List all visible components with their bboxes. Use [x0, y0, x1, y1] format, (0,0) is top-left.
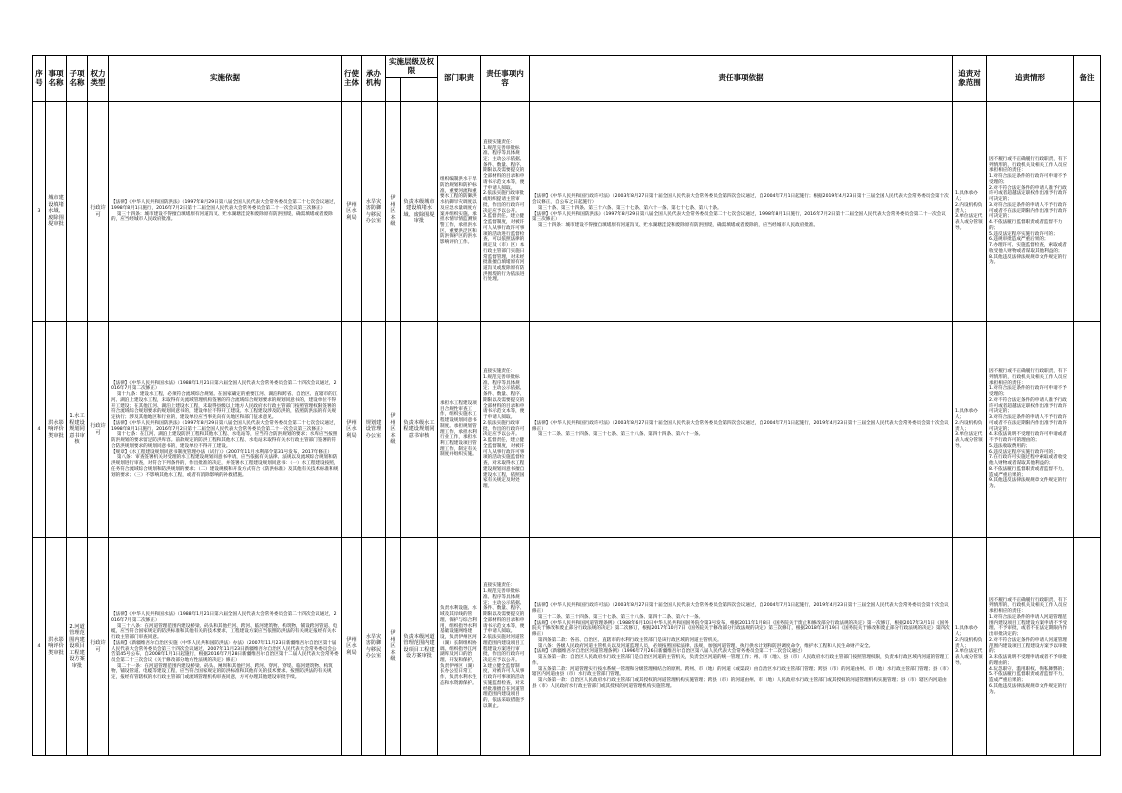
header-level-blank-b: [401, 78, 438, 102]
header-dept-duty: 部门职责: [438, 56, 481, 102]
cell-basis: 【法律】《中华人民共和国水法》（1988年1月21日第六届全国人民代表大会常务委员会第二十四次会议通过，2016年7月第二次修正） 第十九条：建设水工程，必须符合流域综合规划。在国家确定的重要江河、湖泊和跨省、自治区、直辖市的江河、湖泊上建设水工程，未取得有关流域管理机构签署的符合流域综合规划要求的规划同意书的，建设单位不得开工建设；在其他江河、湖泊上建设水工程，未取得县级以上地方人民政府水行政主管部门按照管理权限签署的符合流域综合规划要求的规划同意书的，建设单位不得开工建设。水工程建设涉及防洪的，依照防洪法的有关规定执行；涉及其他地区和行业的，建设单位应当事先向有关地区和部门征求意见。 【法律】《中华人民共和国防洪法》（1997年8月29日第八届全国人民代表大会常务委员会第二十七次会议通过，1998年8月1日施行，2016年7月2日第十二届全国人民代表大会常务委员会第二十一次会议第三次修正） 第十七条：在江河、湖泊上建设防洪工程和其他水工程、水电站等，应当符合防洪规划的要求；水库应当按照防洪规划的要求留足防洪库容。前款规定的防洪工程和其他水工程、水电站未取得有关水行政主管部门签署的符合防洪规划要求的规划同意书的，建设单位不得开工建设。 【规章】《水工程建设规划同意书制度管理办法（试行）》（2007年11月水利部令第31号发布，2017年修正） 第八条：审查签署机关对受理的水工程建设规划同意书申请，应当依据有关法律、法规以及流域综合规划和防洪规划进行审查，对符合下列条件的，作出批准的决定，并签署水工程建设规划同意书：（一）水工程建设按照，任务符合流域综合规划和防洪规划的要求；（二）建设规模和开发方式符合《防洪标准》及其他有关技术标准和规划的要求；（三）不影响其他水工程，或者有消除影响的补救措施。: [109, 322, 342, 538]
header-subject: 行使主体: [342, 56, 362, 102]
header-remark: 备注: [1074, 56, 1101, 102]
header-basis: 实施依据: [109, 56, 342, 102]
table-row: [33, 102, 1101, 322]
cell-power-type: 行政许可: [88, 322, 109, 538]
cell-subject: 伊州区水利局: [342, 102, 362, 322]
cell-resp-basis: 【法律】《中华人民共和国行政许可法》（2003年8月27日第十届全国人民代表大会常务委员会第四次会议通过，自2004年7月1日起施行，2019年4月23日第十三届全国人民代表大会常务委员会第十次会议修正） 第三十二条、第三十四条、第三十七条、第三十八条、第四十二条、第六十一条。 【法规】《中华人民共和国河道管理条例》（1988年6月10日中华人民共和国国务院令第3号发布，根据2011年1月8日《国务院关于废止和修改部分行政法规的决定》第一次修订，根据2017年3月1日《国务院关于修改和废止部分行政法规的决定》第二次修订，根据2017年10月7日《国务院关于修改部分行政法规的决定》第三次修订，根据2018年3月19日《国务院关于修改和废止部分行政法规的决定》第四次修正） 第四条第二款：各省、自治区、直辖市的水利行政主管部门是该行政区域的河道主管机关。 第八条：各级人民政府河道主管机关以及河道监理人员，必须按照国家法律、法规，加强河道管理，执行供水计划和防洪调度命令，维护水工程和人民生命财产安全。 【法规】《新疆维吾尔自治区河道管理条例》（1996年7月26日新疆维吾尔自治区第八届人民代表大会常务委员会第二十二次会议通过） 第五条第一款：自治区人民政府水行政主管部门是自治区河道的主管机关，负责全区河道的统一管理工作；州、市（地）、县（市）人民政府水行政主管部门按照管理权限，负责本行政区域内河道的管理工作。 第五条第二款：河道管理实行按水系统一管理和分级管理相结合的原则。跨州、市（地）的河道（或渠段）由自治区水行政主管部门管理；跨县（市）的河道由州、市（地）水行政主管部门管理；县（市）辖区内河道由县（市）水行政主管部门管理。 第六条第一款：自治区人民政府水行政主管部门或其授权的河道管理机构实施管理；跨县（市）的河道由州、市（地）人民政府水行政主管部门或其授权的河道管理机构实施管理；县（市）辖区内河道由县（市）人民政府水行政主管部门或其授权的河道管理机构实施管理。: [530, 538, 953, 756]
cell-level-a: 伊州区本级: [386, 322, 401, 538]
cell-basis: 【法律】《中华人民共和国防洪法》（1997年8月29日第八届全国人民代表大会常务委员会第二十七次会议通过，1998年8月1日施行，2016年7月2日第十二届全国人民代表大会常务委员会第二十一次会议第三次修正） 第三十四条：城市建设不得擅自填堵原有河道沟叉、贮水湖塘洼淀和废除原有防洪围堤，确需填堵或者废除的，应当经城市人民政府批准。: [109, 102, 342, 322]
cell-level-a: 伊州区本级: [386, 538, 401, 756]
cell-level-b: 负责本级城市建设填堵水域、废除围堤审批: [401, 102, 438, 322]
header-item: 事项名称: [46, 56, 67, 102]
cell-situation: 因不履行或不正确履行行政职责，有下列情形的，行政机关及相关工作人员应承担相应的责任： 1.对符合法定条件的申请人河道管理范围内建设项目工程建设方案申请不予受理、不予审批，或者不在法定期限内作出审批决定的； 2.对不符合法定条件的申请人河道管理范围内建设项目工程建设方案予以审批的； 3.未依法说明不受理申请或者不予审批的理由的； 4.玩忽职守、滥用职权、徇私舞弊的； 5.不依法履行监督职责或者监督不力，造成严重后果的； 6.其他违反法律法规规章文件规定的行为。: [987, 538, 1074, 756]
header-seq: 序号: [33, 56, 46, 102]
cell-org: 水旱灾害防御与移民办公室: [362, 102, 386, 322]
header-target: 追责对象范围: [953, 56, 987, 102]
cell-dept-duty: 负责水利设施、水域及其岸线的管理、保护与综合利用，组织指导水利基础设施网络建设，负责伊州区河（湖）长制组织协调。组织指导江河湖库及河口的治理、开发和保护，负责伊州区（湖）长办公室日常工作，负责水利水生态和水资源保护。: [438, 538, 481, 756]
header-row: [33, 56, 1101, 78]
cell-power-type: 行政许可: [88, 538, 109, 756]
cell-dept-duty: 组织编制洪水干旱防治规划和防护标准，重要河流和重要水工程的防御洪水抗御旱灾调度以及应急水量调度方案并组织实施。承担水情旱情监测预警工作，承担洪水区、重要洪泛区和防洪保护区的洪水影响评价工作。: [438, 102, 481, 322]
header-level-blank-a: [386, 78, 401, 102]
cell-level-b: 负责本级水工程建设规划同意书审核: [401, 322, 438, 538]
cell-seq: 4: [33, 538, 46, 756]
cell-resp-content: 直接实施责任： 1.规范完善审批标准、程序等具体规定；主动公示依据、条件、数量、程序、期限以及需要提交的全部材料的目录和申请书示范文本等，便于申请人阅取。 2.依法实施对河道管理范围内建设项目工程建设方案进行审批，作出的行政许可决定应予以公开。 3.建立健全监督制度，对被许可人从事行政许可事项的活动实施监督检查，对未经批准擅自在河道管理范围内建设项目的，依法采取措施予以制止。: [481, 538, 530, 756]
cell-item: 城市建设填堵水域、废除围堤审批: [46, 102, 67, 322]
header-resp-content: 责任事项内容: [481, 56, 530, 102]
cell-dept-duty: 承担水工程建设项目合规性审查工作，组织实施水工程建设规划同意书制度。承担规划管理工作，承担水利行业工作，承担水利工程建设项目管理工作，制定有关制度并组织实施。: [438, 322, 481, 538]
cell-subitem: 1.水工程建设规划同意书审核: [67, 322, 88, 538]
cell-situation: 因不履行或不正确履行行政职责，有下列情形的，行政机关及相关工作人员应承担相应的责任： 1.对符合法定条件的行政许可申请不予受理的； 2.对不符合法定条件的申请人准予行政许可或者超越法定职权作出准予行政许可决定的； 3.对符合法定条件的申请人不予行政许可或者不在法定期限内作出准予行政许可决定的； 4.未依法说明不受理行政许可申请或者不予行政许可的理由的； 5.违法收取费用的； 6.违反法定程序实施行政许可的； 7.在行政许可实施过程中索取或者收受他人财物或者谋取其他利益的； 8.不依法履行监督职责或者监督不力，造成严重后果的； 9.其他违反法律法规规章文件规定的行为。: [987, 322, 1074, 538]
responsibility-table: [32, 55, 1101, 756]
header-level: 实施层级及权限: [386, 56, 438, 78]
cell-target: 1.具体承办人； 2.内设机构负责人； 3.单位法定代表人或分管领导。: [953, 538, 987, 756]
cell-remark: [1074, 322, 1101, 538]
cell-remark: [1074, 538, 1101, 756]
header-org: 承办机构: [362, 56, 386, 102]
cell-seq: 4: [33, 322, 46, 538]
cell-resp-content: 直接实施责任： 1.规范完善审批标准、程序等具体规定；主动公示依据、条件、数量、程序、期限以及需要提交的全部材料的目录和申请书示范文本等，便于申请人阅取。 2.依法实施行政审批或组织提请主管审批，作出的行政许可决定应予以公开。 3.监督责任。建立健全监督制度，对被许可人从事行政许可事项的活动进行监督检查，可以依照法律的规定及（市）区）本行政主管部门实施日常监督管理，对未经批准擅自填堵原有河道沟叉或废除原有防洪围堤的行为依法进行处理。: [481, 102, 530, 322]
table-row: [33, 322, 1101, 538]
cell-target: 1.具体承办人； 2.内设机构负责人； 3.单位法定代表人或分管领导。: [953, 322, 987, 538]
cell-resp-basis: 【法律】《中华人民共和国行政许可法》（2003年8月27日第十届全国人民代表大会常务委员会第四次会议通过，自2004年7月1日起施行，2019年4月23日第十三届全国人民代表大会常务委员会第十次会议修正） 第三十二条、第三十四条、第三十七条、第三十八条、第四十四条、第六十一条。: [530, 322, 953, 538]
cell-seq: 3: [33, 102, 46, 322]
cell-target: 1.具体承办人； 2.内设机构负责人； 3.单位法定代表人或分管领导。: [953, 102, 987, 322]
header-resp-basis: 责任事项依据: [530, 56, 953, 102]
cell-resp-basis: 【法律】《中华人民共和国行政许可法》（2003年8月27日第十届全国人民代表大会常务委员会第四次会议通过，自2004年7月1日起施行；根据2019年4月23日第十三届全国人民代表大会常务委员会第十次会议修正，自公布之日起施行） 第三十条、第三十四条、第三十六条、第三十七条、第六十一条、第七十七条、第八十条。 【法律】《中华人民共和国防洪法》（1997年8月29日第八届全国人民代表大会常务委员会第二十七次会议通过，1998年8月1日施行，2016年7月2日第十二届全国人民代表大会常务委员会第二十一次会议第三次修正） 第三十四条：城市建设不得擅自填堵原有河道沟叉、贮水湖塘洼淀和废除原有防洪围堤，确需填堵或者废除的，应当经城市人民政府批准。: [530, 102, 953, 322]
cell-org: 水旱灾害防御与移民办公室: [362, 538, 386, 756]
cell-item: 洪水影响评价类审批: [46, 322, 67, 538]
cell-basis: 【法律】《中华人民共和国水法》（1988年1月21日第六届全国人民代表大会常务委员会第二十四次会议通过，2016年7月第二次修正） 第三十八条：在河道管理范围内建设桥梁、码头和其他拦河、跨河、临河建筑物、构筑物，铺设跨河管道、电缆，应当符合国家规定的防洪标准和其他有关的技术要求，工程建设方案应当依照防洪法的有关规定报经有关水行政主管部门审查同意。 【法规】《新疆维吾尔自治区实施〈中华人民共和国防洪法〉办法》（2007年11月23日新疆维吾尔自治区第十届人民代表大会常务委员会第三十四次会议通过，2007年11月23日新疆维吾尔自治区人民代表大会常务委员会公告第45号公布，自2008年1月1日起施行，根据2016年7月28日新疆维吾尔自治区第十二届人民代表大会常务委员会第二十三次会议《关于修改部分地方性法规的决定》修正） 第二十一条：在河道管理范围内建设桥梁、码头、闸坝和其他拦河、跨河、穿河、穿堤、临河建筑物、构筑物，铺设管道、电缆等建设工程，应当符合国家规定的防洪标准和其他有关的技术要求。按照防洪法的有关规定，报经有管辖权的水行政主管部门或流域管理机构审查同意，方可办理其他建设审批手续。: [109, 538, 342, 756]
header-situation: 追责情形: [987, 56, 1074, 102]
cell-org: 规划建设管理办公室: [362, 322, 386, 538]
cell-resp-content: 直接实施责任： 1.规范完善审批标准、程序等具体规定；主动公示依据、条件、数量、程序、期限以及需要提交的全部材料的目录和申请书示范文本等，便于申请人阅取。 2.依法实施行政审批，作出的行政许可决定应予以公开。 3.监督责任，建立健全监督制度，对被许可人从事行政许可事项的活动实施监督检查，对未取得水工程建设规划同意书擅自建设水工程，依照国家有关规定及时处理。: [481, 322, 530, 538]
cell-power-type: 行政许可: [88, 102, 109, 322]
table-row: [33, 538, 1101, 756]
cell-level-a: 伊州区本级: [386, 102, 401, 322]
cell-situation: 因不履行或不正确履行行政职责，有下列情形的，行政机关及相关工作人员应承担相应的责任： 1.对符合法定条件的行政许可申请不予受理的； 2.对不符合法定条件的申请人准予行政许可或者超越法定职权作出准予行政许可决定的； 3.对符合法定条件的申请人不予行政许可或者不在法定期限内作出准予行政许可决定的； 4.不依法履行监督职责或者监督不力的； 5.违反法定程序实施行政许可的； 6.违规审批造成严重后果的； 7.办理许可、实施监督检查，索取或者收受他人财物或者谋取其他利益的； 8.其他违反法律法规规章文件规定的行为。: [987, 102, 1074, 322]
header-power-type: 权力类型: [88, 56, 109, 102]
cell-remark: [1074, 102, 1101, 322]
header-subitem: 子项名称: [67, 56, 88, 102]
cell-subject: 伊州区水利局: [342, 322, 362, 538]
cell-subject: 伊州区水利局: [342, 538, 362, 756]
cell-subitem: 2.河道管理范围内建设项目工程建设方案审批: [67, 538, 88, 756]
cell-subitem: [67, 102, 88, 322]
cell-level-b: 负责本级河道管理范围内建设项目工程建设方案审批: [401, 538, 438, 756]
cell-item: 洪水影响评价类审批: [46, 538, 67, 756]
